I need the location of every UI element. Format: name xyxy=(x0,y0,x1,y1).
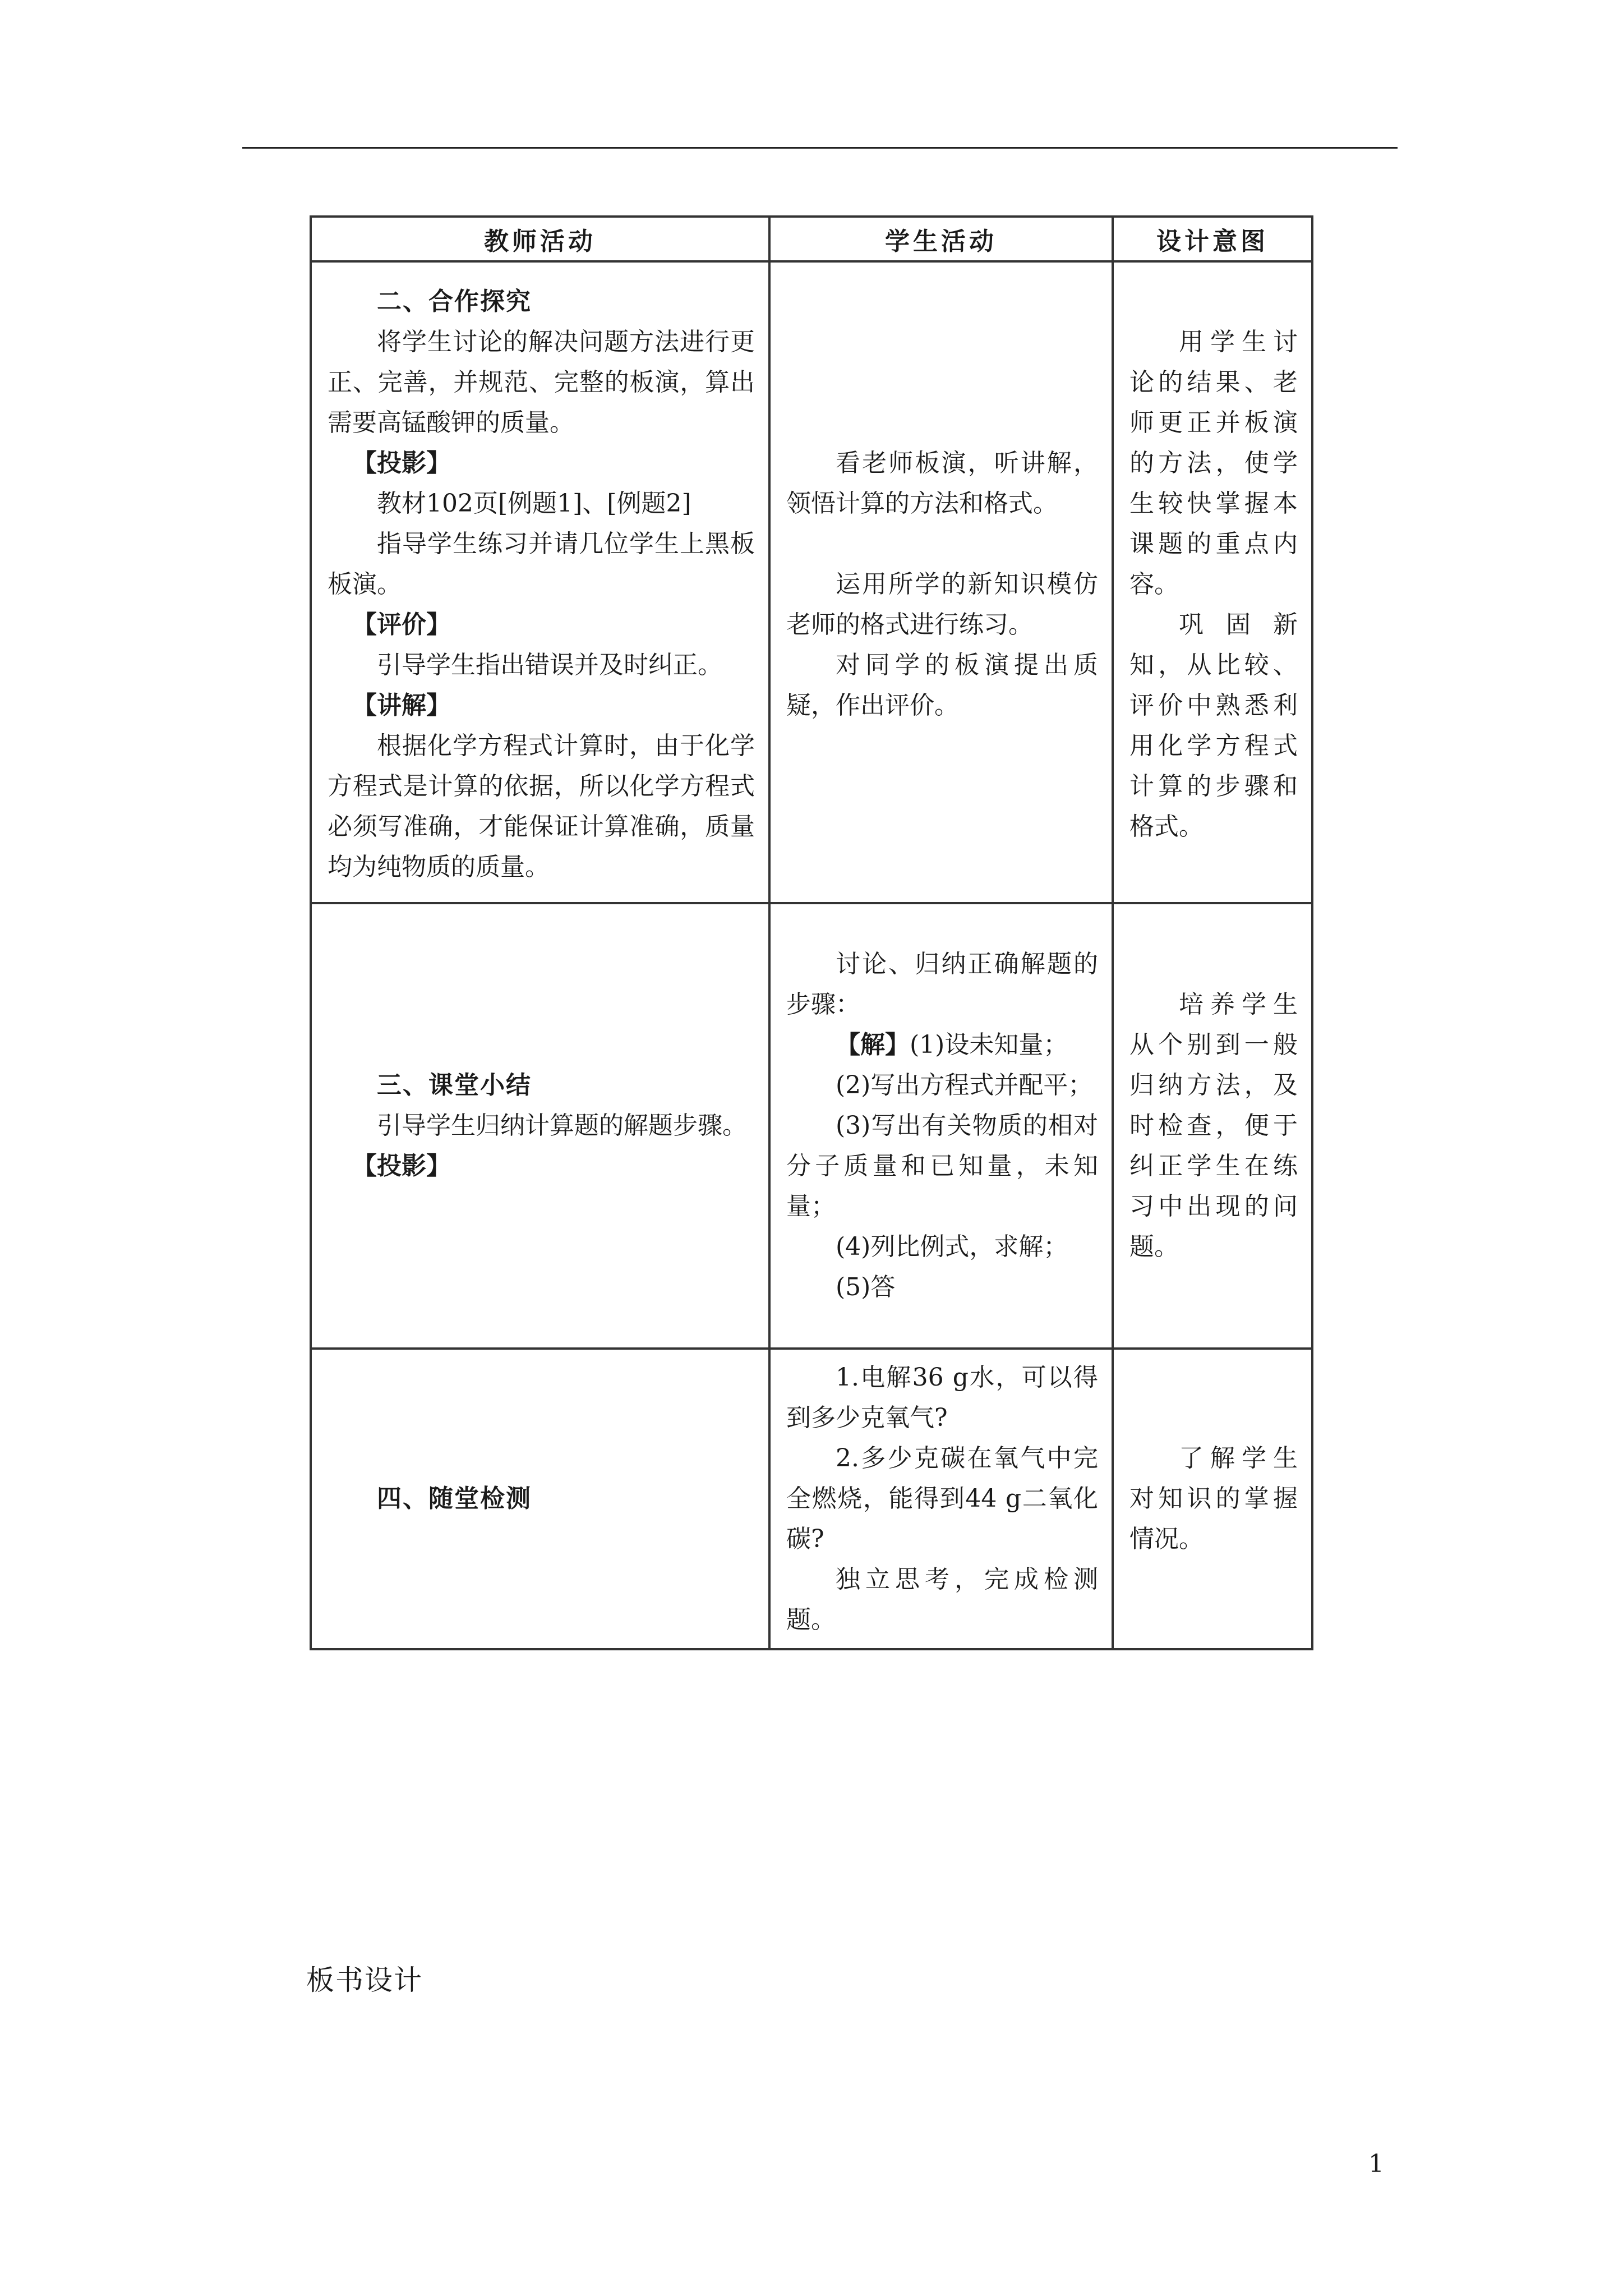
table-header-row xyxy=(311,217,1312,261)
table-row-cooperative-inquiry xyxy=(311,261,1312,903)
student-cell xyxy=(769,903,1113,1349)
solution-step: (4)列比例式，求解； xyxy=(836,1232,1068,1261)
student-text: 独立思考，完成检测题。 xyxy=(786,1565,1098,1634)
solution-step: (2)写出方程式并配平； xyxy=(836,1071,1093,1099)
step-text: (1)设未知量； xyxy=(910,1030,1068,1059)
intent-cell xyxy=(1113,903,1312,1349)
intent-cell xyxy=(1113,1349,1312,1649)
header-rule xyxy=(242,147,1398,149)
header-design-intent: 设计意图 xyxy=(1113,217,1312,261)
tag-evaluation: 【评价】 xyxy=(352,610,451,639)
teacher-text: 根据化学方程式计算时，由于化学方程式是计算的依据，所以化学方程式必须写准确，才能保证计算准确，质量均为纯物质的质量。 xyxy=(328,731,755,881)
solution-step: (3)写出有关物质的相对分子质量和已知量，未知量； xyxy=(786,1111,1098,1221)
student-cell xyxy=(769,261,1113,903)
teacher-text: 教材102页[例题1]、[例题2] xyxy=(377,489,691,518)
student-text: 看老师板演，听讲解，领悟计算的方法和格式。 xyxy=(786,449,1098,518)
student-cell xyxy=(769,1349,1113,1649)
teacher-text: 引导学生归纳计算题的解题步骤。 xyxy=(377,1111,747,1140)
header-teacher-activity: 教师活动 xyxy=(311,217,769,261)
student-text: 1.电解36 g水，可以得到多少克氧气? xyxy=(786,1363,1098,1432)
solution-step xyxy=(786,1025,1098,1065)
lesson-plan-table xyxy=(310,215,1313,1650)
section-title: 二、合作探究 xyxy=(377,287,532,316)
teacher-cell xyxy=(311,903,769,1349)
intent-text: 培养学生从个别到一般归纳方法，及时检查，便于纠正学生在练习中出现的问题。 xyxy=(1129,990,1298,1261)
solution-step: (5)答 xyxy=(836,1273,896,1301)
teacher-text: 将学生讨论的解决问题方法进行更正、完善，并规范、完整的板演，算出需要高锰酸钾的质量。 xyxy=(328,328,755,437)
teacher-text: 引导学生指出错误并及时纠正。 xyxy=(377,651,722,679)
tag-explanation: 【讲解】 xyxy=(352,691,451,720)
intent-text: 巩固新知，从比较、评价中熟悉利用化学方程式计算的步骤和格式。 xyxy=(1129,610,1298,841)
student-text: 对同学的板演提出质疑，作出评价。 xyxy=(786,651,1098,720)
table-row-in-class-test xyxy=(311,1349,1312,1649)
section-title: 三、课堂小结 xyxy=(377,1071,532,1099)
tag-projection: 【投影】 xyxy=(352,449,451,477)
tag-solution: 【解】 xyxy=(836,1030,910,1059)
teacher-text: 指导学生练习并请几位学生上黑板板演。 xyxy=(328,530,755,599)
tag-projection: 【投影】 xyxy=(352,1152,451,1180)
page-number: 1 xyxy=(1368,2150,1384,2178)
teacher-cell xyxy=(311,1349,769,1649)
intent-text: 用学生讨论的结果、老师更正并板演的方法，使学生较快掌握本课题的重点内容。 xyxy=(1129,328,1298,599)
student-text: 2.多少克碳在氧气中完全燃烧，能得到44 g二氧化碳? xyxy=(786,1444,1098,1553)
student-text: 运用所学的新知识模仿老师的格式进行练习。 xyxy=(786,570,1098,639)
board-design-heading: 板书设计 xyxy=(306,1964,423,1996)
intent-cell xyxy=(1113,261,1312,903)
teacher-cell xyxy=(311,261,769,903)
header-student-activity: 学生活动 xyxy=(769,217,1113,261)
student-text: 讨论、归纳正确解题的步骤： xyxy=(786,950,1098,1019)
section-title: 四、随堂检测 xyxy=(377,1484,532,1513)
table-row-class-summary xyxy=(311,903,1312,1349)
intent-text: 了解学生对知识的掌握情况。 xyxy=(1129,1444,1298,1553)
